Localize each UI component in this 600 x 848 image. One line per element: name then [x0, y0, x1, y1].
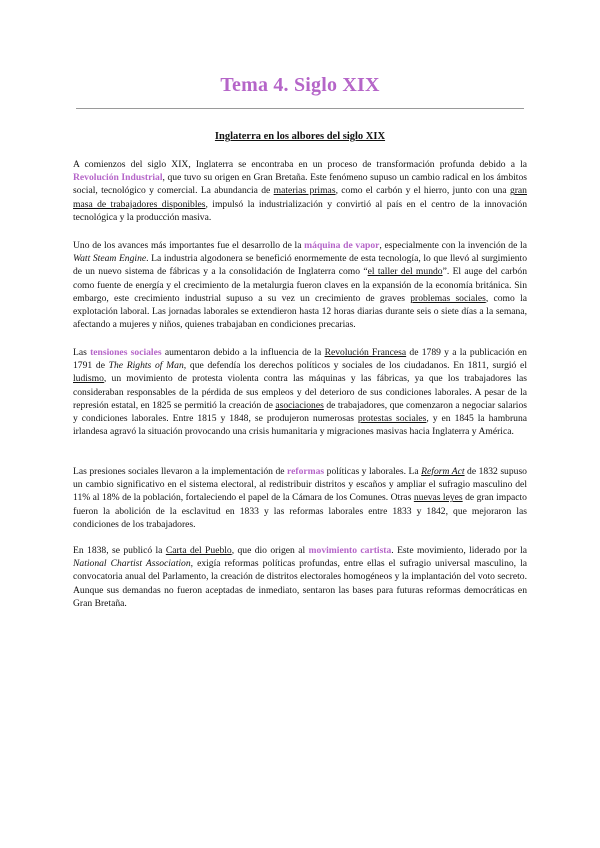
text-run: , que defendía los derechos políticos y sociales de los ciudadanos. En 1811, surgió el [183, 360, 527, 372]
highlighted-term: tensiones sociales [90, 347, 162, 358]
text-run: . La industria algodonera se benefició enormemente de esta tecnología, lo que llevó al surgimiento de un nuevo sistema de fábricas y a la consolidación de Inglaterra como “ [73, 253, 527, 278]
text-run: de gran impacto fueron la abolición de la esclavitud en 1833 y las reformas laborales entre 1833 y 1842, que mejoraron las condiciones de los trabajadores. [73, 492, 527, 530]
paragraph-1 [73, 158, 527, 224]
text-run: ”. El auge del carbón como fuente de energía y el crecimiento de la metalurgia fueron claves en la expansión de la economía británica. Sin embargo, este crecimiento industrial supuso a su vez un crecimiento de graves [73, 266, 527, 304]
text-run: . Este movimiento, liderado por la [391, 545, 527, 556]
text-run: A comienzos del siglo XIX, Inglaterra se encontraba en un proceso de transformación profunda debido a la [73, 159, 527, 170]
text-run: , que tuvo su origen en Gran Bretaña. Este fenómeno supuso un cambio radical en los ámbitos social, tecnológico y comercial. La abundancia de [73, 172, 527, 197]
text-run: , que dio origen al [231, 545, 309, 556]
underlined-term: materias primas [273, 185, 336, 197]
text-run: , especialmente con la invención de la [379, 240, 527, 251]
text-run: En 1838, se publicó la [73, 545, 166, 556]
underlined-term: ludismo [73, 373, 104, 385]
italic-underlined-term: Reform Act [421, 466, 465, 477]
text-run: políticas y laborales. La [324, 466, 422, 477]
highlighted-term: reformas [287, 466, 325, 477]
page-title: Tema 4. Siglo XIX [220, 74, 380, 96]
italic-term: The Rights of Man [108, 360, 184, 372]
text-run: de trabajadores, que comenzaron a negociar salarios y condiciones laborales. Entre 1815 y 1848, se produjeron numerosas [73, 399, 527, 425]
underlined-term: gran masa de trabajadores disponibles [73, 185, 527, 210]
text-run: , exigía reformas políticas profundas, entre ellas el sufragio universal masculino, la convocatoria anual del Parlamento, la creación de distritos electorales homogéneos y la implantación del voto secreto. Aunque sus demandas no fueron aceptadas de inmediato, sentaron las bases para futuras reformas democráticas en Gran Bretaña. [73, 558, 527, 609]
italic-term: National Chartist Association [73, 558, 191, 570]
text-run: de 1789 y a la publicación en 1791 de [73, 347, 527, 372]
title-divider [76, 108, 524, 109]
text-run: Las [73, 347, 91, 358]
underlined-term: Revolución Francesa [324, 347, 407, 358]
underlined-term: protestas sociales [357, 413, 427, 425]
italic-term: Watt Steam Engine [73, 253, 147, 265]
underlined-term: nuevas leyes [413, 492, 463, 504]
highlighted-term: movimiento cartista [308, 545, 392, 556]
text-run: , un movimiento de protesta violenta contra las máquinas y las fábricas, ya que los trabajadores las consideraban responsables de la pérdida de sus empleos y del deterioro de sus condiciones laborales. A pesar de la represión estatal, en 1825 se permitió la creación de [73, 373, 527, 411]
text-run: Uno de los avances más importantes fue el desarrollo de la [73, 240, 305, 251]
paragraph-3 [73, 346, 527, 438]
underlined-term: problemas sociales [410, 292, 486, 304]
text-run: aumentaron debido a la influencia de la [161, 347, 325, 358]
underlined-term: Carta del Pueblo [165, 545, 232, 556]
underlined-term: el taller del mundo [367, 266, 443, 278]
highlighted-term: Revolución Industrial [73, 172, 163, 184]
text-run: Las presiones sociales llevaron a la implementación de [73, 466, 288, 477]
paragraph-2 [73, 239, 527, 331]
text-run: , como la explotación laboral. Las jornadas laborales se extendieron hasta 12 horas diarias durante seis o siete días a la semana, afectando a mujeres y niños, quienes trabajaban en condiciones precarias. [73, 292, 527, 331]
highlighted-term: máquina de vapor [304, 240, 380, 251]
section-heading: Inglaterra en los albores del siglo XIX [214, 131, 386, 142]
paragraph-4 [73, 465, 527, 531]
text-run: , como el carbón y el hierro, junto con una [335, 185, 510, 197]
text-run: de 1832 supuso un cambio significativo en el sistema electoral, al redistribuir distritos y escaños y ampliar el sufragio masculino del 11% al 18% de la población, fortaleciendo el papel de la Cámara de los Comunes. Otras [73, 466, 527, 504]
text-run: , y en 1845 la hambruna irlandesa agravó la situación provocando una crisis humanitaria y migraciones masivas hacia Inglaterra y América. [73, 413, 527, 438]
underlined-term: asociaciones [275, 399, 324, 411]
paragraph-5 [73, 544, 527, 610]
text-run: , impulsó la industrialización y convirtió al país en el centro de la innovación tecnológica y la producción masiva. [73, 198, 527, 223]
